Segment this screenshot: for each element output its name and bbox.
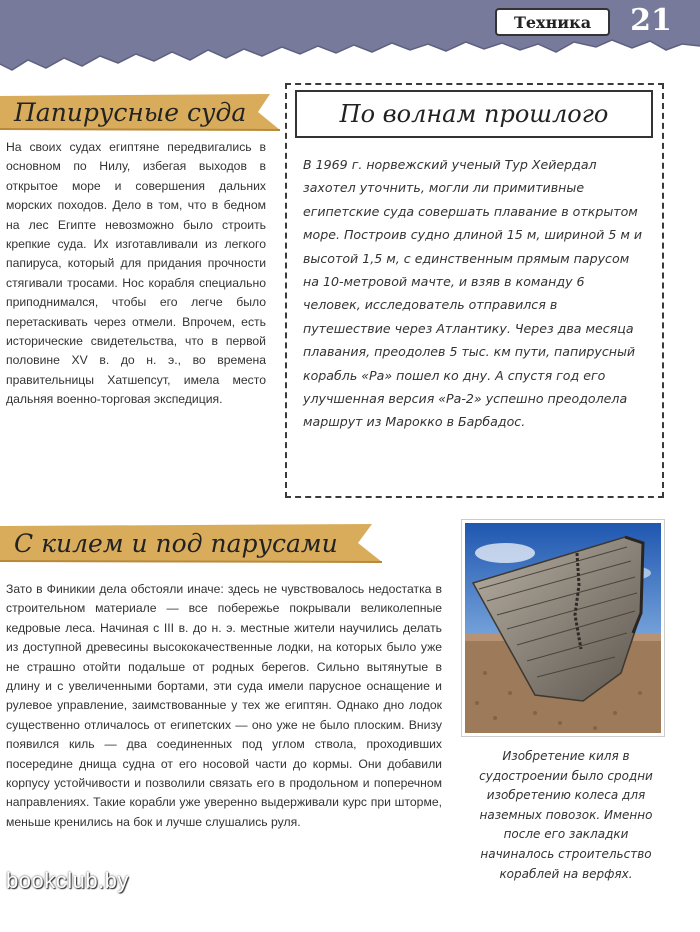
sidebar-title: По волнам прошлого <box>295 90 653 138</box>
keel-body-text: Зато в Финикии дела обстояли иначе: здесь не чувствовалось недостатка в строительном материале — все побережье покрывали великолепные кедровые леса. Начиная с III в. до н. э. местные жители научились делать из доступной древесины высококачественные лодки, на которых было уже не страшно отойти подальше от родных берегов. Сильно вытянутые в длину и с увеличенными бортами, эти суда имели парусное оснащение и рулевое управление, заимствованные у тех же египтян. Однако дно лодок существенно отличалось от египетских — оно уже не было плоским. Внизу появился киль — два соединенных под углом ствола, проходивших посередине днища судна от его носовой части до кормы. Они добавили корпусу устойчивости и позволили связать его в продольном и поперечном направлениях. Такие корабли уже уверенно выдерживали курс при шторме, меньше кренились на бок и лучше слушались руля. <box>6 582 442 829</box>
page-number: 21 <box>630 3 672 38</box>
heading-ribbon-papyrus <box>0 92 282 132</box>
boat-illustration <box>465 523 661 733</box>
photo-caption: Изобретение киля в судостроении было сродни изобретению колеса для наземных повозок. Именно после его закладки начиналось строительство кораблей на верфях. <box>479 749 653 881</box>
watermark: bookclub.by <box>6 868 129 893</box>
boat-photo <box>462 520 664 736</box>
papyrus-body-text: На своих судах египтяне передвигались в основном по Нилу, избегая выходов в открытое море и совершения дальних морских походов. Дело в том, что в бедном на лес Египте невозможно было строить крепкие суда. Их изготавливали из легкого папируса, который для придания прочности стягивали тросами. Нос корабля специально приподнимался, чтобы его легче было перетаскивать через отмели. Впрочем, есть исторические свидетельства, что в первой половине XV в. до н. э., во времена правительницы Хатшепсут, имела место дальняя военно-торговая экспедиция. <box>6 140 266 407</box>
heading-ribbon-keel <box>0 522 384 564</box>
sidebar-text: В 1969 г. норвежский ученый Тур Хейердал захотел уточнить, могли ли примитивные египетские суда совершать плавание в открытом море. Построив судно длиной 15 м, шириной 5 м и высотой 1,5 м, с единственным прямым парусом на 10-метровой мачте, и взяв в команду 6 человек, исследователь отправился в путешествие через Атлантику. Через два месяца плавания, преодолев 5 тыс. км пути, папирусный корабль «Ра» пошел ко дну. А спустя год его улучшенная версия «Ра-2» успешно преодолела маршрут из Марокко в Барбадос. <box>303 157 643 430</box>
heading-papyrus: Папирусные суда <box>14 97 247 127</box>
heading-keel: С килем и под парусами <box>14 528 338 558</box>
section-tag: Техника <box>495 8 610 36</box>
